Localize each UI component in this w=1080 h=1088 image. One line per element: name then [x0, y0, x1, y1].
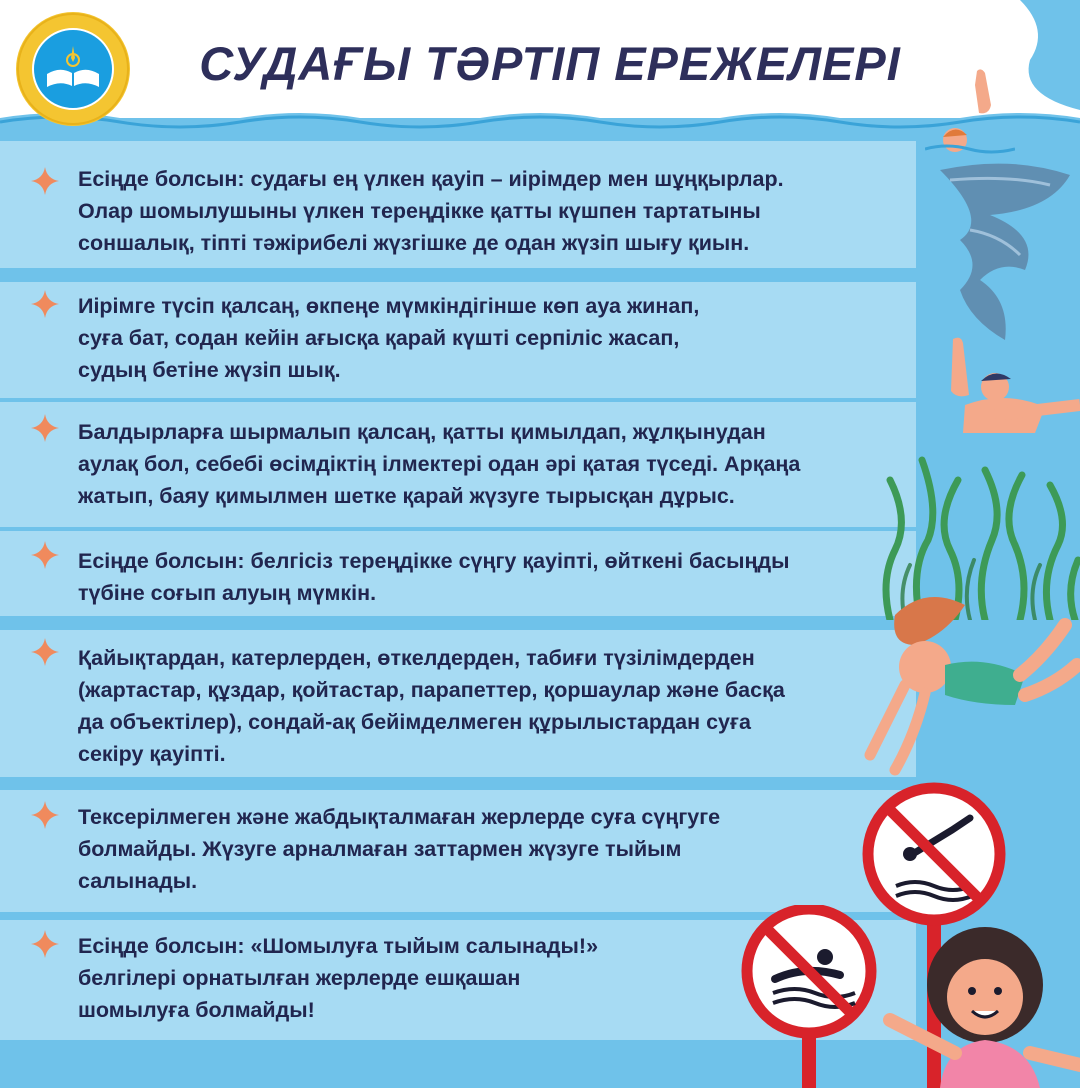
- rule-text: Есіңде болсын: «Шомылуға тыйым салынады!» белгілері орнатылған жерлерде ешқашан шомылуға болмайды!: [78, 934, 599, 1022]
- whirlpool-illustration: [930, 160, 1080, 345]
- page-title: СУДАҒЫ ТӘРТІП ЕРЕЖЕЛЕРІ: [199, 37, 901, 90]
- rule-text: Тексерілмеген және жабдықталмаған жерлерде суға сүңгуге болмайды. Жүзуге арналмаған заттармен жүзуге тыйым салынады.: [78, 805, 721, 893]
- sparkle-bullet-icon: [31, 167, 59, 195]
- sparkle-bullet-icon: [31, 638, 59, 666]
- sparkle-bullet-icon: [31, 801, 59, 829]
- rule-text: Иірімге түсіп қалсаң, өкпеңе мүмкіндігінше көп ауа жинап, суға бат, содан кейін ағысқа қарай күшті серпіліс жасап, судың бетіне жүзіп шық.: [78, 294, 700, 382]
- sparkle-bullet-icon: [31, 414, 59, 442]
- ministry-logo: [14, 10, 132, 128]
- rule-text: Балдырларға шырмалып қалсаң, қатты қимылдап, жұлқынудан аулақ бол, себебі өсімдіктің ілмектері одан әрі қатая түседі. Арқаңа жатып, баяу қимылмен шетке қарай жүзуге тырысқан дұрыс.: [78, 420, 801, 508]
- girl-holding-sign-illustration: [880, 925, 1080, 1088]
- no-swimming-sign: [735, 905, 885, 1088]
- swimmer-waving-illustration: [935, 335, 1080, 435]
- diving-girl-illustration: [855, 585, 1080, 780]
- rule-text: Есіңде болсын: судағы ең үлкен қауіп – иірімдер мен шұңқырлар. Олар шомылушыны үлкен тереңдікке қатты күшпен тартатыны соншалық, тіпті тәжірибелі жүзгішке де одан жүзіп шығу қиын.: [78, 167, 784, 255]
- rule-text: Есіңде болсын: белгісіз тереңдікке сүңгу қауіпті, өйткені басыңды түбіне соғып алуың мүмкін.: [78, 549, 790, 605]
- rule-text: Қайықтардан, катерлерден, өткелдерден, табиғи түзілімдерден (жартастар, құздар, қойтастар, парапеттер, қоршаулар және басқа да объектілер), сондай-ақ бейімделмеген құрылыстардан суға секіру қауіпті.: [78, 646, 785, 766]
- sparkle-bullet-icon: [31, 541, 59, 569]
- rule-card: [0, 790, 916, 912]
- rule-card: [0, 402, 916, 527]
- rule-card: [0, 282, 916, 398]
- rule-card: [0, 531, 916, 616]
- sparkle-bullet-icon: [31, 290, 59, 318]
- waving-swimmer-illustration: [925, 65, 1015, 155]
- rule-card: [0, 630, 916, 777]
- sparkle-bullet-icon: [31, 930, 59, 958]
- rule-card: [0, 141, 916, 268]
